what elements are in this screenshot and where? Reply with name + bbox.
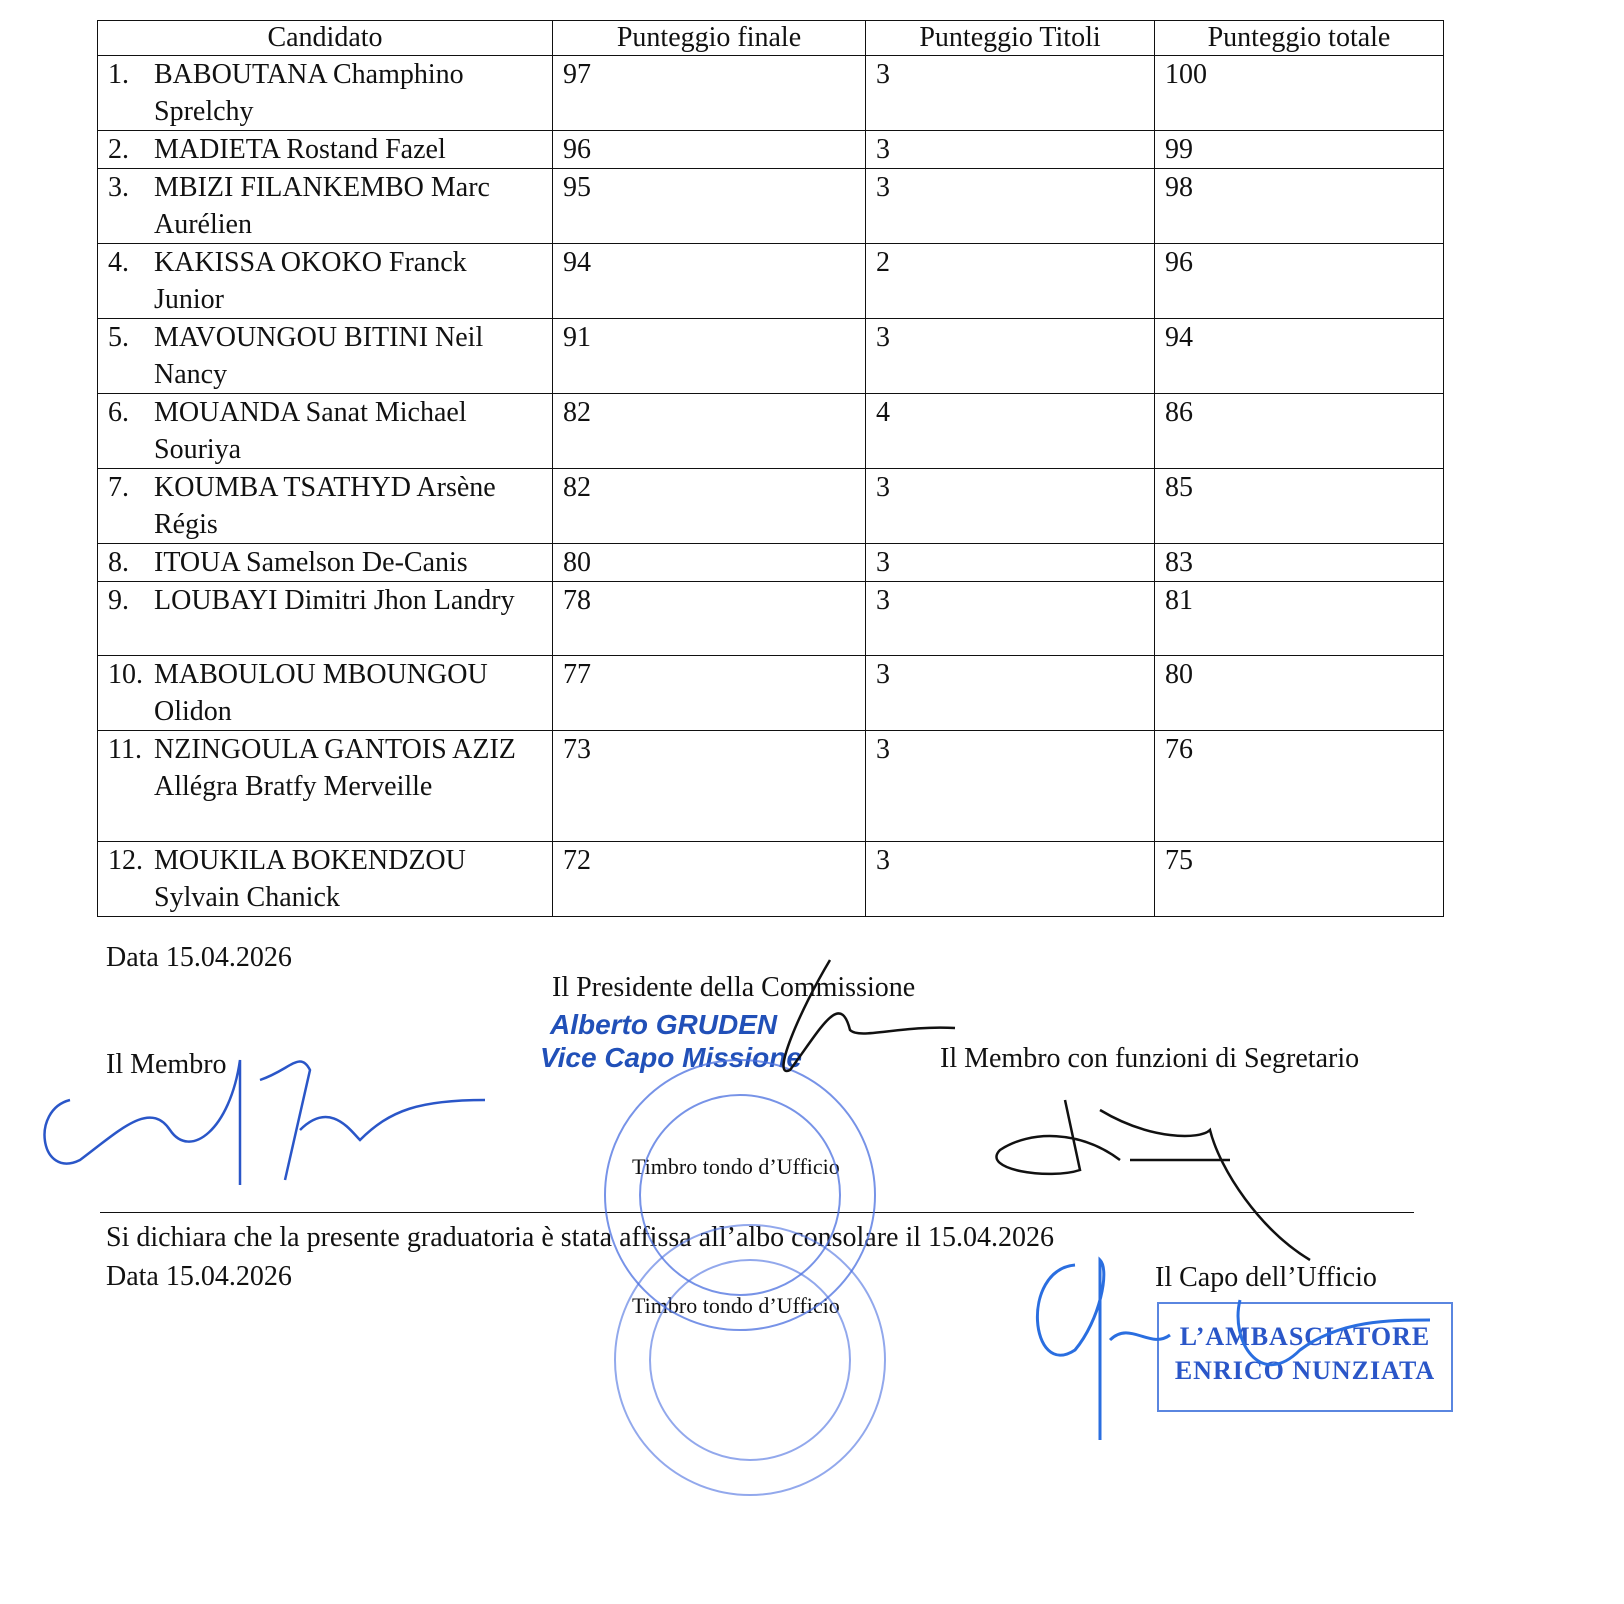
cell-punteggio-titoli: 3 bbox=[866, 469, 1155, 544]
cell-punteggio-titoli: 3 bbox=[866, 544, 1155, 582]
header-punteggio-finale: Punteggio finale bbox=[553, 21, 866, 56]
candidate-name: MABOULOU MBOUNGOU Olidon bbox=[154, 659, 488, 727]
candidate-name: MADIETA Rostand Fazel bbox=[154, 134, 446, 165]
cell-punteggio-totale: 99 bbox=[1155, 131, 1444, 169]
timbro-label-1: Timbro tondo d’Ufficio bbox=[632, 1154, 840, 1179]
cell-punteggio-finale: 96 bbox=[553, 131, 866, 169]
cell-punteggio-titoli: 4 bbox=[866, 394, 1155, 469]
candidate-name: KAKISSA OKOKO Franck Junior bbox=[154, 247, 467, 315]
cell-punteggio-totale: 98 bbox=[1155, 169, 1444, 244]
timbro-label-2: Timbro tondo d’Ufficio bbox=[632, 1293, 840, 1318]
rank-number: 12. bbox=[108, 845, 143, 876]
rank-number: 1. bbox=[108, 59, 129, 90]
cell-punteggio-totale: 86 bbox=[1155, 394, 1444, 469]
candidate-name: MOUKILA BOKENDZOU Sylvain Chanick bbox=[154, 845, 466, 913]
stamp-amb-name: ENRICO NUNZIATA bbox=[1174, 1356, 1436, 1385]
cell-punteggio-totale: 94 bbox=[1155, 319, 1444, 394]
header-punteggio-totale: Punteggio totale bbox=[1155, 21, 1444, 56]
cell-punteggio-finale: 82 bbox=[553, 469, 866, 544]
cell-punteggio-totale: 83 bbox=[1155, 544, 1444, 582]
cell-punteggio-totale: 96 bbox=[1155, 244, 1444, 319]
rank-number: 10. bbox=[108, 659, 143, 690]
rank-number: 8. bbox=[108, 547, 129, 578]
cell-punteggio-titoli: 3 bbox=[866, 842, 1155, 917]
cell-punteggio-totale: 100 bbox=[1155, 56, 1444, 131]
cell-punteggio-titoli: 3 bbox=[866, 131, 1155, 169]
stamp-amb-title: L’AMBASCIATORE bbox=[1179, 1322, 1431, 1351]
cell-punteggio-totale: 80 bbox=[1155, 656, 1444, 731]
signature-membro bbox=[45, 1060, 485, 1185]
presidente-label: Il Presidente della Commissione bbox=[552, 972, 916, 1003]
cell-punteggio-titoli: 3 bbox=[866, 319, 1155, 394]
candidate-name: BABOUTANA Champhino Sprelchy bbox=[154, 59, 464, 127]
cell-punteggio-finale: 91 bbox=[553, 319, 866, 394]
stamp-vice-title: Vice Capo Missione bbox=[540, 1042, 802, 1073]
candidate-name: MBIZI FILANKEMBO Marc Aurélien bbox=[154, 172, 490, 240]
cell-punteggio-finale: 97 bbox=[553, 56, 866, 131]
cell-punteggio-finale: 94 bbox=[553, 244, 866, 319]
membro-label: Il Membro bbox=[106, 1049, 227, 1080]
date-1: Data 15.04.2026 bbox=[106, 942, 292, 973]
segretario-label: Il Membro con funzioni di Segretario bbox=[940, 1043, 1360, 1074]
signature-capo bbox=[1037, 1260, 1430, 1440]
rank-number: 7. bbox=[108, 472, 129, 503]
rank-number: 11. bbox=[108, 734, 142, 765]
cell-punteggio-finale: 72 bbox=[553, 842, 866, 917]
cell-punteggio-finale: 78 bbox=[553, 582, 866, 656]
cell-punteggio-titoli: 3 bbox=[866, 169, 1155, 244]
rank-number: 3. bbox=[108, 172, 129, 203]
candidate-name: KOUMBA TSATHYD Arsène Régis bbox=[154, 472, 496, 540]
candidate-name: ITOUA Samelson De-Canis bbox=[154, 547, 468, 578]
cell-punteggio-totale: 76 bbox=[1155, 731, 1444, 842]
stamp-vice-name: Alberto GRUDEN bbox=[550, 1009, 778, 1040]
rank-number: 5. bbox=[108, 322, 129, 353]
signature-segretario bbox=[996, 1100, 1310, 1260]
cell-punteggio-finale: 82 bbox=[553, 394, 866, 469]
candidate-name: NZINGOULA GANTOIS AZIZ Allégra Bratfy Merveille bbox=[154, 734, 516, 802]
cell-punteggio-finale: 73 bbox=[553, 731, 866, 842]
cell-punteggio-totale: 81 bbox=[1155, 582, 1444, 656]
date-2: Data 15.04.2026 bbox=[106, 1261, 292, 1292]
cell-punteggio-totale: 85 bbox=[1155, 469, 1444, 544]
cell-punteggio-titoli: 3 bbox=[866, 656, 1155, 731]
rank-number: 2. bbox=[108, 134, 129, 165]
cell-punteggio-titoli: 3 bbox=[866, 56, 1155, 131]
header-candidato: Candidato bbox=[98, 21, 553, 56]
cell-punteggio-finale: 95 bbox=[553, 169, 866, 244]
capo-label: Il Capo dell’Ufficio bbox=[1155, 1262, 1377, 1293]
round-seal-2 bbox=[615, 1225, 885, 1495]
declaration-text: Si dichiara che la presente graduatoria è stata affissa all’albo consolare il 15.04.2026 bbox=[106, 1222, 1055, 1253]
candidate-name: LOUBAYI Dimitri Jhon Landry bbox=[154, 585, 515, 616]
cell-punteggio-titoli: 3 bbox=[866, 731, 1155, 842]
cell-punteggio-finale: 77 bbox=[553, 656, 866, 731]
rank-number: 6. bbox=[108, 397, 129, 428]
rank-number: 9. bbox=[108, 585, 129, 616]
cell-punteggio-finale: 80 bbox=[553, 544, 866, 582]
rank-number: 4. bbox=[108, 247, 129, 278]
candidate-name: MAVOUNGOU BITINI Neil Nancy bbox=[154, 322, 484, 390]
candidate-name: MOUANDA Sanat Michael Souriya bbox=[154, 397, 467, 465]
header-punteggio-titoli: Punteggio Titoli bbox=[866, 21, 1155, 56]
cell-punteggio-totale: 75 bbox=[1155, 842, 1444, 917]
round-seal-1 bbox=[605, 1060, 875, 1330]
signature-presidente bbox=[784, 960, 955, 1071]
cell-punteggio-titoli: 3 bbox=[866, 582, 1155, 656]
cell-punteggio-titoli: 2 bbox=[866, 244, 1155, 319]
